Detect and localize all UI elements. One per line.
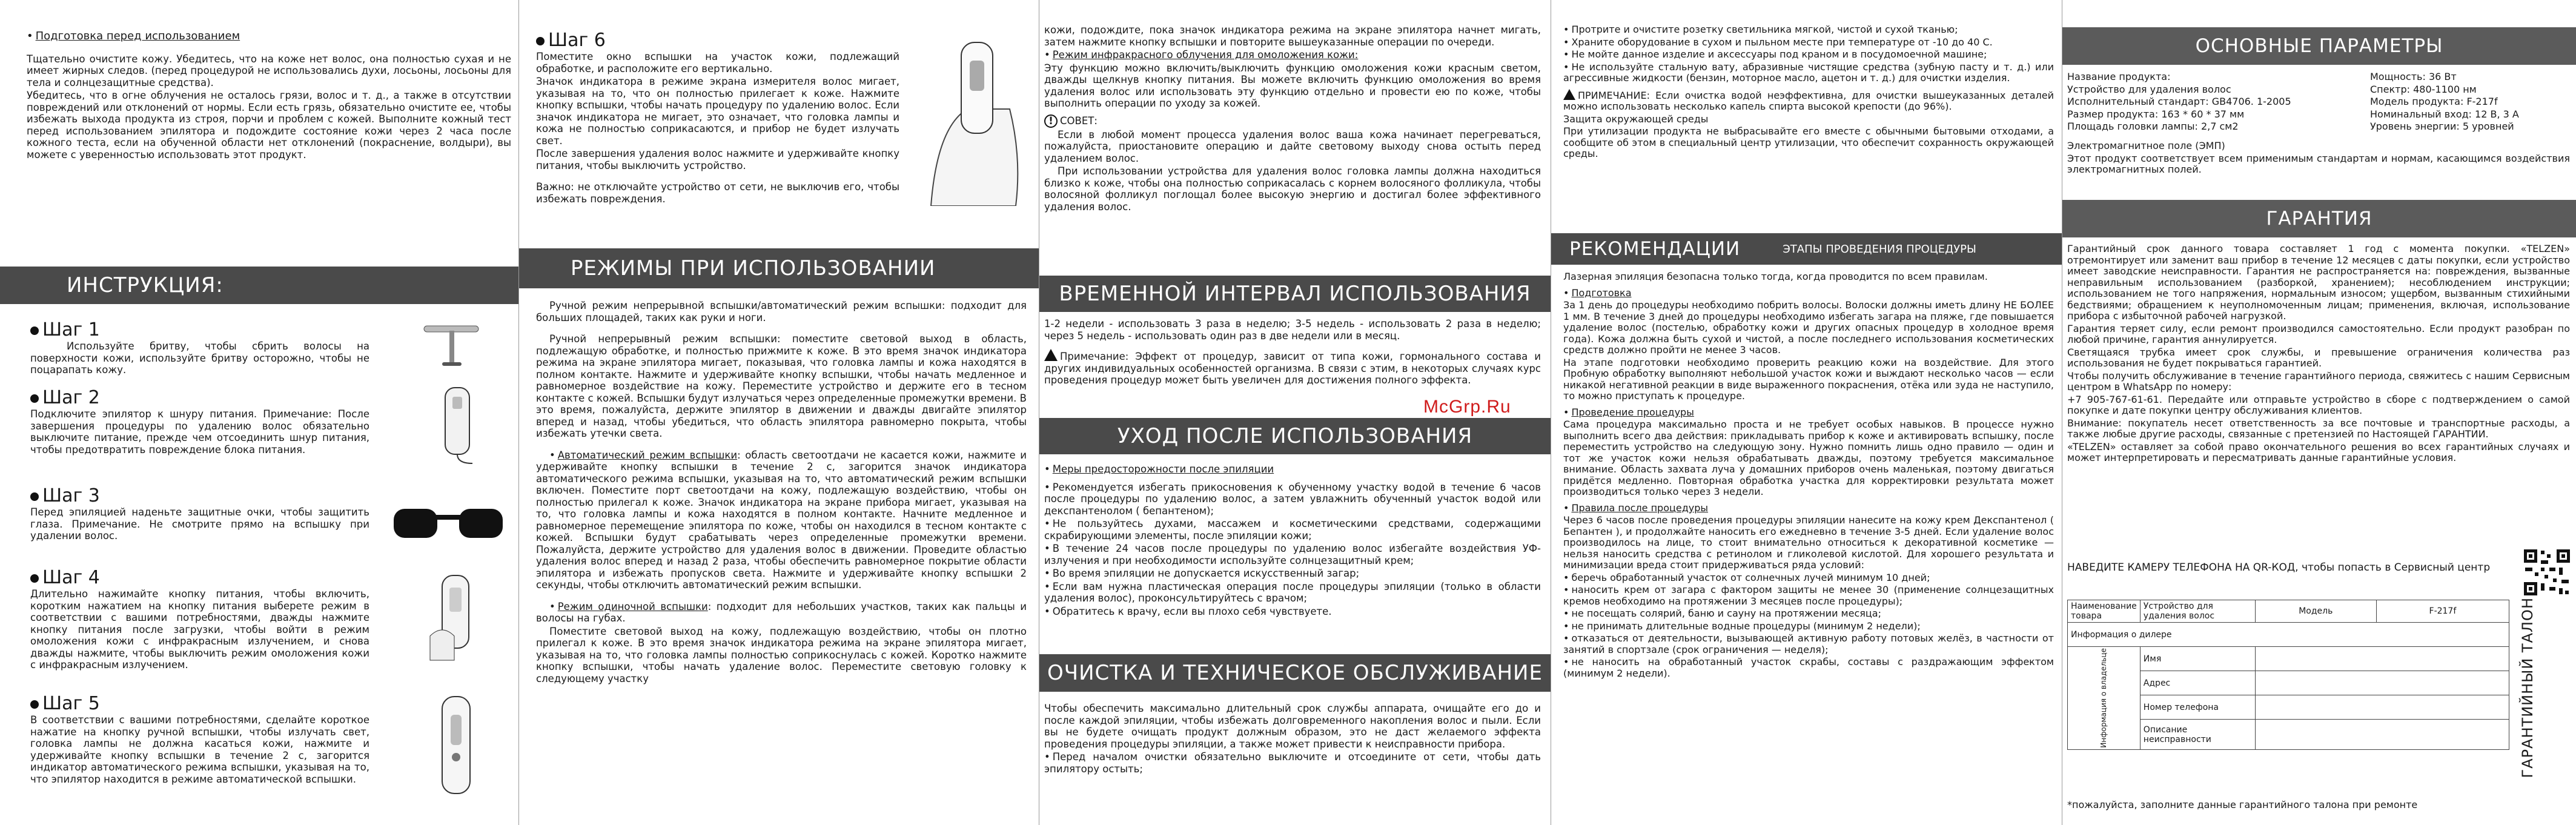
- note-label: ПРИМЕЧАНИЕ:: [1578, 89, 1650, 101]
- qr-text: НАВЕДИТЕ КАМЕРУ ТЕЛЕФОНА НА QR-КОД, чтобы попасть в Сервисный центр: [2067, 562, 2491, 574]
- bullet-dot-icon: [30, 574, 39, 583]
- prep-paragraph: Убедитесь, что в огне облучения не осталось грязи, волос и т. д., а также в отсутствии повреждений или отклонений от нормы. Если есть грязь, обязательно очистите ее, чтобы избежать выхода продукта из строя, порчи и проблем с кожей. Выполните кожный тест перед использованием эпилятора и подождите состояние кожи через 2 часа после кожного теста, если на обученной области нет отклонений (покраснение, волдыри), вы можете с уверенностью использовать этот продукт.: [27, 90, 511, 161]
- cleaning-item: • Перед началом очистки обязательно выключите и отсоедините от сети, чтобы дать эпилятору остыть;: [1044, 751, 1541, 775]
- after-procedure-item: • не наносить на обработанный участок скрабы, составы с раздражающим эффектом (минимум 2 недели).: [1563, 657, 2054, 679]
- note-text: Если очистка водой неэффективна, для очистки вышеуказанных деталей можно использовать несколько капель спирта высокой крепости (до 96%).: [1563, 89, 2054, 112]
- power-plug-icon: [424, 382, 491, 466]
- warranty-text: Гарантийный срок данного товара составляет 1 год с момента покупки. «TELZEN» отремонтирует или заменит ваш прибор в течение 12 месяцев с даты покупки, если устройство имеет заводские неисправности. Гарантия не распространяется на: повреждения, вызванные неправильным использованием (разборкой, хранением); несоблюдением инструкции; использованием не того напряжения, нормальным износом; ущербом, вызванным стихийными бедствиями; обращением к неуполномоченным лицам; применения, включая, использование прибора с избыточной рабочей нагрузкой.: [2067, 243, 2570, 322]
- step-5: [30, 694, 369, 786]
- card-field-phone-input[interactable]: [2255, 695, 2509, 720]
- interval-bar: [1039, 276, 1551, 312]
- params-bar: [2062, 27, 2576, 65]
- auto-mode-text: : область светоотдачи не касается кожи, нажмите и удерживайте кнопку вспышки в течение 2 с, загорится значок индикатора автоматического режима вспышки, указывая на то, что автоматический режим вспышки включен. Поместите порт светоотдачи на кожу, подлежащую воздействию, чтобы он полностью прилегал к коже. Значок индикатора на экране прибора мигает, указывая на то, что головка лампы и кожа находятся в полном контакте. Начните медленное и равномерное перемещение эпилятора по коже, чтобы он находился в тесном контакте с кожей. Вспышки будут срабатывать через определенные промежутки времени. Пожалуйста, держите устройство для удаления волос в движении. Проведите областью удаления волос вперед и назад 2 раза, чтобы обеспечить равномерное покрытие области эпилятора и избежать пропусков света. Нажмите и удерживайте кнопку вспышки 2 секунды, чтобы отключить автоматический режим вспышки.: [536, 449, 1027, 591]
- aftercare-bar: [1039, 418, 1551, 454]
- bullet-dot-icon: [30, 492, 39, 501]
- step-title: Шаг 3: [42, 485, 100, 506]
- step-text: Подключите эпилятор к шнуру питания. Примечание: После завершения процедуры по удалению волос обязательно выключите питание, прежде чем отсоединить шнур питания, чтобы предотвратить повреждение блока питания.: [30, 408, 369, 456]
- cleaning-item: • Не мойте данное изделие и аксессуары под краном и в посудомоечной машине;: [1563, 49, 2054, 61]
- param-item: Название продукта:: [2067, 71, 2171, 82]
- protective-glasses-icon: [388, 503, 509, 545]
- emp-heading: Электромагнитное поле (ЭМП): [2067, 140, 2225, 151]
- prep-stage-heading: Подготовка: [1571, 287, 1632, 299]
- card-model-value: F-217f: [2376, 600, 2509, 623]
- param-item: Площадь головки лампы: 2,7 см2: [2067, 121, 2239, 132]
- prep-section: [27, 30, 511, 162]
- precaution-item: • Не пользуйтесь духами, массажем и косметическими средствами, содержащими скрабирующими элементы, после эпиляции кожи;: [1044, 518, 1541, 542]
- column-5: [2062, 0, 2576, 825]
- param-item: Спектр: 480-1100 нм: [2370, 83, 2477, 95]
- warranty-text: Светящаяся трубка имеет срок службы, и превышение ограничения количества раз использования не будет покрываться гарантией.: [2067, 346, 2570, 369]
- procedure-text: Сама процедура максимально проста и не требует особых навыков. В процессе нужно выполнить всего два действия: прикладывать прибор к коже и активировать вспышку, после переместить устройство на следующую зону. Нужно помнить лишь одно правило — один и тот же участок кожи нельзя обрабатывать дважды, поэтому требуется максимальное внимание. Область захвата луча у домашних приборов очень маленькая, поэтому двигаться придётся медленно. Повторная обработка участка для корректировки результата может производиться только через 3 недели.: [1563, 419, 2054, 497]
- step-text: После завершения удаления волос нажмите и удерживайте кнопку питания, чтобы выключить устройство.: [536, 148, 899, 171]
- epilator-hand-icon: [418, 569, 503, 666]
- interval-title: ВРЕМЕННОЙ ИНТЕРВАЛ ИСПОЛЬЗОВАНИЯ: [1059, 282, 1531, 306]
- param-item: Номинальный вход: 12 В, 3 А: [2370, 108, 2519, 120]
- cleaning-title: ОЧИСТКА И ТЕХНИЧЕСКОЕ ОБСЛУЖИВАНИЕ: [1047, 661, 1543, 685]
- params-section: [2067, 71, 2570, 134]
- tip-label: СОВЕТ:: [1060, 114, 1098, 127]
- prep-stage-text: На этапе подготовки необходимо проверить реакцию кожи на воздействие. Для этого Пробную обработку выполняют небольшой участок кожи и выждают несколько часов — если никакой негативной реакции в виде выраженного покраснения, отёка или зуда не наступило, то можно приступать к процедуре.: [1563, 356, 2054, 402]
- modes-section: [536, 300, 1027, 686]
- tip-text: Если в любой момент процесса удаления волос ваша кожа начинает перегреваться, пожалуйста, приостановите операцию и дайте световому выходу снова остыть перед удалением волос.: [1044, 128, 1541, 164]
- bullet-dot-icon: [30, 394, 39, 403]
- card-field-defect: Описание неисправности: [2140, 720, 2255, 750]
- instructions-title: ИНСТРУКЦИЯ:: [67, 273, 223, 297]
- procedure-stages-title: ЭТАПЫ ПРОВЕДЕНИЯ ПРОЦЕДУРЫ: [1783, 242, 1976, 256]
- aftercare-section: [1044, 463, 1541, 618]
- warranty-phone-text: +7 905-767-61-61. Передайте или отправьте устройство в сборе с подтверждением о самой покупке и дате покупки центру обслуживания клиентов.: [2067, 393, 2570, 416]
- tip-bulb-icon: !: [1044, 114, 1058, 128]
- step-title: Шаг 2: [42, 387, 100, 408]
- env-text: При утилизации продукта не выбрасывайте его вместе с обычными бытовыми отходами, а сообщите об этом в специальный центр утилизации, что обеспечит сохранность окружающей среды.: [1563, 125, 2054, 159]
- params-title: ОСНОВНЫЕ ПАРАМЕТРЫ: [2195, 35, 2443, 57]
- card-side-title: [2515, 597, 2540, 778]
- precautions-heading: Меры предосторожности после эпиляции: [1052, 463, 1274, 475]
- step-text: Используйте бритву, чтобы сбрить волосы на поверхности кожи, используйте бритву осторожно, чтобы не поцарапать кожу.: [30, 340, 369, 376]
- modes-title: РЕЖИМЫ ПРИ ИСПОЛЬЗОВАНИИ: [571, 256, 936, 280]
- param-item: Уровень энергии: 5 уровней: [2370, 121, 2514, 132]
- after-procedure-item: • не посещать солярий, баню и сауну на протяжении месяца;: [1563, 608, 2054, 620]
- col3-paragraph: кожи, подождите, пока значок индикатора режима на экране эпилятора начнет мигать, затем нажмите кнопку вспышки и повторите вышеуказанные операции по очереди.: [1044, 24, 1541, 48]
- warranty-text: Внимание: покупатель несет ответственность за все почтовые и транспортные расходы, а также любые другие расходы, связанные с претензией по Настоящей ГАРАНТИИ.: [2067, 417, 2570, 440]
- step-2: [30, 388, 369, 457]
- column-4: [1551, 0, 2062, 825]
- cleaning-section: [1044, 703, 1541, 776]
- razor-icon: [418, 320, 497, 368]
- param-item: Исполнительный стандарт: GB4706. 1-2005: [2067, 96, 2291, 107]
- recs-intro: Лазерная эпиляция безопасна только тогда, когда проводится по всем правилам.: [1563, 271, 1988, 282]
- cleaning-item: • Храните оборудование в сухом и пыльном месте при температуре от -10 до 40 С.: [1563, 37, 2054, 48]
- warranty-card-title: ГАРАНТИЙНЫЙ ТАЛОН: [2519, 597, 2536, 778]
- card-product-value: Устройство для удаления волос: [2140, 600, 2255, 623]
- step-text: Перед эпиляцией наденьте защитные очки, чтобы защитить глаза. Примечание. Не смотрите прямо на вспышку при удалении волос.: [30, 506, 369, 542]
- after-procedure-item: • наносить крем от загара с фактором защиты не менее 30 (применение солнцезащитных кремов необходимо на протяжении 3 месяцев после процедуры);: [1563, 585, 2054, 607]
- step-text: Поместите окно вспышки на участок кожи, подлежащий обработке, и расположите его вертикально.: [536, 51, 899, 75]
- cleaning-item: • Не используйте стальную вату, абразивные чистящие средства (зубную пасту и т. д.) или агрессивные жидкости (бензин, моторное масло, ацетон и т. д.) для очистки изделия.: [1563, 62, 2054, 84]
- single-mode-text: : подходит для небольших участков, таких как пальцы и волосы на губах.: [536, 600, 1027, 624]
- step-text: Значок индикатора в режиме экрана измерителя волос мигает, указывая на то, что он полностью прилегает к коже. Нажмите кнопку вспышки, чтобы начать процедуру по удалению волос. Если значок индикатора не мигает, это означает, что головка лампы и кожа не полностью соприкасаются, и прибор не будет излучать свет.: [536, 76, 899, 147]
- prep-heading: Подготовка перед использованием: [35, 30, 240, 42]
- modes-paragraph: Ручной режим непрерывной вспышки/автоматический режим вспышки: подходит для больших площадей, таких как руки и ноги.: [536, 300, 1027, 323]
- single-mode-paragraph: Поместите световой выход на кожу, подлежащую воздействию, чтобы он плотно прилегал к коже. В это время значок индикатора режима на экране эпилятора мигает, указывая на то, что головка лампы полностью соприкоснулась с кожей. Коротко нажмите кнопку вспышки, чтобы начать удаление волос. Переместите световую головку к следующему участку: [536, 625, 1027, 684]
- warranty-card: [2067, 597, 2540, 778]
- after-procedure-heading: Правила после процедуры: [1571, 502, 1709, 514]
- prep-stage-text: За 1 день до процедуры необходимо побрить волосы. Волоски должны иметь длину НЕ БОЛЕЕ 1 мм. В течение 3 дней до процедуры необходимо избегать загара на пляже, где повышается удаление волос (постелью, обработку кожи и других опасных процедур в холодное время года). Кожа должна быть сухой и чистой, а после последнего использования косметических средств должно пройти не менее 3 часов.: [1563, 299, 2054, 356]
- step-text: В соответствии с вашими потребностями, сделайте короткое нажатие на кнопку ручной вспышки, чтобы излучать свет, головка лампы не должна касаться кожи, нажмите и удерживайте кнопку вспышки в течение 2 с, загорится индикатор автоматического режима вспышки, указывая на то, что эпилятор находится в режиме автоматической вспышки.: [30, 714, 369, 785]
- footnote-text: *пожалуйста, заполните данные гарантийного талона при ремонте: [2067, 799, 2418, 810]
- warranty-text: «TELZEN» оставляет за собой право окончательного решения во всех гарантийных случаях и может интерпретировать и пересматривать данные гарантийные условия.: [2067, 440, 2570, 463]
- precaution-item: • В течение 24 часов после процедуры по удалению волос избегайте воздействия УФ-излучения и при необходимости используйте солнцезащитный крем;: [1044, 543, 1541, 566]
- card-field-address: Адрес: [2140, 671, 2255, 695]
- footnote: [2067, 800, 2570, 812]
- card-dealer-info[interactable]: Информация о дилере: [2068, 623, 2509, 647]
- qr-code-icon[interactable]: [2523, 548, 2571, 597]
- step-text: Длительно нажимайте кнопку питания, чтобы включить, коротким нажатием на кнопку питания выберете режим в соответствии с вашими потребностями, дважды нажмите кнопку питания после загрузки, чтобы войти в режим омоложения кожи с инфракрасным излучением, и снова дважды нажмите, чтобы выключить режим омоложения кожи с инфракрасным излучением.: [30, 588, 369, 671]
- env-heading: Защита окружающей среды: [1563, 113, 1709, 125]
- recommendations-title: РЕКОМЕНДАЦИИ: [1569, 238, 1741, 260]
- column-2: [519, 0, 1039, 825]
- bullet-dot-icon: [30, 326, 39, 335]
- ir-mode-heading: Режим инфракрасного облучения для омоложения кожи:: [1052, 49, 1359, 61]
- important-note: Важно: не отключайте устройство от сети, не выключив его, чтобы избежать повреждения.: [536, 181, 899, 205]
- prep-paragraph: Тщательно очистите кожу. Убедитесь, что на коже нет волос, она полностью сухая и не имеет жирных следов. (перед процедурой не использовались духи, лосьоны, лосьоны для тела и солнцезащитные средства).: [27, 53, 511, 88]
- warning-icon: [1563, 89, 1575, 100]
- recommendations-section: [1563, 271, 2054, 680]
- modes-paragraph: Ручной непрерывный режим вспышки: поместите световой выход в область, подлежащую обработке, и полностью прижмите к коже. В это время значок индикатора режима на экране эпилятора мигает, показывая, что головка лампы и кожа находятся в полном контакте. Нажмите и удерживайте кнопку вспышки, чтобы начать медленное и равномерное воздействие на кожу. Переместите устройство и держите его в тесном контакте с кожей. Вспышки будут излучаться через определенные промежутки времени. В это время, пожалуйста, держите эпилятор в движении и дважды двигайте эпилятор вперед и назад, чтобы убедиться, что область эпилятора равномерно покрыта, чтобы избежать утечки света.: [536, 333, 1027, 439]
- warranty-section: [2067, 244, 2570, 465]
- ir-mode-text: Эту функцию можно включить/выключить функцию омоложения кожи красным светом, дважды щелкнув кнопку питания. Вы можете включить функцию омоложения во время удаления волос или использовать эту функцию отдельно и провести ею по коже, чтобы выполнить операции по уходу за кожей.: [1044, 62, 1541, 109]
- recommendations-bar: [1551, 233, 2062, 265]
- auto-mode-heading: Автоматический режим вспышки: [557, 449, 738, 461]
- emp-text: Этот продукт соответствует всем применимым стандартам и нормам, касающимся воздействия электромагнитных полей.: [2067, 152, 2570, 175]
- flash-button-icon: [424, 691, 491, 800]
- card-field-name-input[interactable]: [2255, 647, 2509, 671]
- warning-icon: [1044, 349, 1058, 361]
- card-product-label: Наименование товара: [2068, 600, 2141, 623]
- card-owner-label: Информация о владельце: [2099, 648, 2108, 748]
- card-field-phone: Номер телефона: [2140, 695, 2255, 720]
- step-title: Шаг 5: [42, 693, 100, 714]
- bullet-dot-icon: [536, 37, 545, 45]
- warranty-text: Чтобы получить обслуживание в течение гарантийного периода, свяжитесь с нашим Сервисным центром в WhatsApp по номеру:: [2067, 369, 2570, 393]
- col3-top: [1044, 24, 1541, 214]
- interval-note: Примечание: Эффект от процедур, зависит от типа кожи, гормонального состава и других индивидуальных особенностей организма. В связи с этим, в некоторых случаях курс проведения процедур может быть увеличен для достижения полного эффекта.: [1044, 351, 1541, 386]
- cleaning-bar: [1039, 654, 1551, 692]
- step-3: [30, 486, 369, 543]
- col4-top: [1563, 24, 2054, 161]
- tip-text: При использовании устройства для удаления волос головка лампы должна находиться близко к коже, чтобы она полностью соприкасалась с корнем волосяного фолликула, чтобы волосяной фолликул поглощал более высокую энергию и достигал более эффективного удаления волос.: [1044, 165, 1541, 213]
- params-left: [2067, 71, 2370, 134]
- card-field-address-input[interactable]: [2255, 671, 2509, 695]
- cleaning-text: Чтобы обеспечить максимально длительный срок службы аппарата, очищайте его до и после каждой эпиляции, чтобы избежать долговременного накопления волос и пыли. Если вы не будете очищать продукт должным образом, это не даст желаемого эффекта проведения процедуры эпиляции, а также может привести к неисправности прибора.: [1044, 703, 1541, 750]
- card-owner-info-cell: [2068, 647, 2141, 750]
- param-item: Модель продукта: F-217f: [2370, 96, 2498, 107]
- params-right: [2370, 71, 2564, 134]
- precaution-item: • Рекомендуется избегать прикосновения к обученному участку водой в течение 6 часов после процедуры по удалению волос, а затем увлажнить обученный участок водой или декспантенолом ( бепантеном);: [1044, 482, 1541, 517]
- step-1: [30, 320, 369, 377]
- bullet-dot-icon: [30, 700, 39, 709]
- precaution-item: • Во время эпиляции не допускается искусственный загар;: [1044, 568, 1541, 580]
- precaution-item: • Если вам нужна пластическая операция после процедуры эпиляции (только в области удаления волос), проконсультируйтесь с врачом;: [1044, 581, 1541, 605]
- emp-section: [2067, 141, 2570, 177]
- step-4: [30, 568, 369, 672]
- warranty-text: Гарантия теряет силу, если ремонт производился самостоятельно. Если продукт разобран по любой причине, гарантия аннулируется.: [2067, 322, 2570, 345]
- watermark: McGrp.Ru: [1423, 397, 1511, 417]
- device-on-leg-icon: [919, 36, 1028, 206]
- aftercare-title: УХОД ПОСЛЕ ИСПОЛЬЗОВАНИЯ: [1117, 424, 1473, 448]
- column-1: [0, 0, 518, 825]
- after-procedure-item: • беречь обработанный участок от солнечных лучей минимум 10 дней;: [1563, 572, 2054, 584]
- modes-bar: [519, 248, 1039, 288]
- interval-section: [1044, 318, 1541, 388]
- precaution-item: • Обратитесь к врачу, если вы плохо себя чувствуете.: [1044, 606, 1541, 618]
- step-6: [536, 30, 899, 206]
- step-title: Шаг 6: [548, 30, 606, 51]
- warranty-title: ГАРАНТИЯ: [2266, 208, 2372, 230]
- after-procedure-text: Через 6 часов после проведения процедуры эпиляции нанесите на кожу крем Декспантенол ( Бепантен ), и продолжайте наносить его ежедневно в течение 3-5 дней. Если удаление волос производилось на лице, то стоит внимательно относиться к декоративной косметике — нельзя наносить средства с ретинолом и гликолевой кислотой. Для хорошего результата и минимизации вреда стоит придерживаться ряда условий:: [1563, 514, 2054, 571]
- param-item: Устройство для удаления волос: [2067, 83, 2231, 95]
- card-field-defect-input[interactable]: [2255, 720, 2509, 750]
- card-model-label: Модель: [2255, 600, 2376, 623]
- procedure-heading: Проведение процедуры: [1571, 406, 1694, 418]
- qr-caption: [2067, 562, 2491, 575]
- after-procedure-item: • отказаться от деятельности, вызывающей активную работу потовых желёз, в частности от занятий в спортзале (срок ограничения — неделя);: [1563, 633, 2054, 655]
- param-item: Размер продукта: 163 * 60 * 37 мм: [2067, 108, 2245, 120]
- instructions-bar: [0, 267, 518, 304]
- cleaning-item: • Протрите и очистите розетку светильника мягкой, чистой и сухой тканью;: [1563, 24, 2054, 36]
- warranty-card-table: [2067, 600, 2509, 750]
- step-title: Шаг 4: [42, 567, 100, 588]
- step-title: Шаг 1: [42, 319, 100, 340]
- single-mode-heading: Режим одиночной вспышки: [557, 600, 708, 612]
- interval-text: 1-2 недели - использовать 3 раза в неделю; 3-5 недель - использовать 2 раза в неделю; через 5 недель - использовать один раз в две недели или в месяц.: [1044, 318, 1541, 342]
- warranty-bar: [2062, 200, 2576, 237]
- param-item: Мощность: 36 Вт: [2370, 71, 2457, 82]
- after-procedure-item: • не принимать длительные водные процедуры (минимум 2 недели);: [1563, 621, 2054, 632]
- card-field-name: Имя: [2140, 647, 2255, 671]
